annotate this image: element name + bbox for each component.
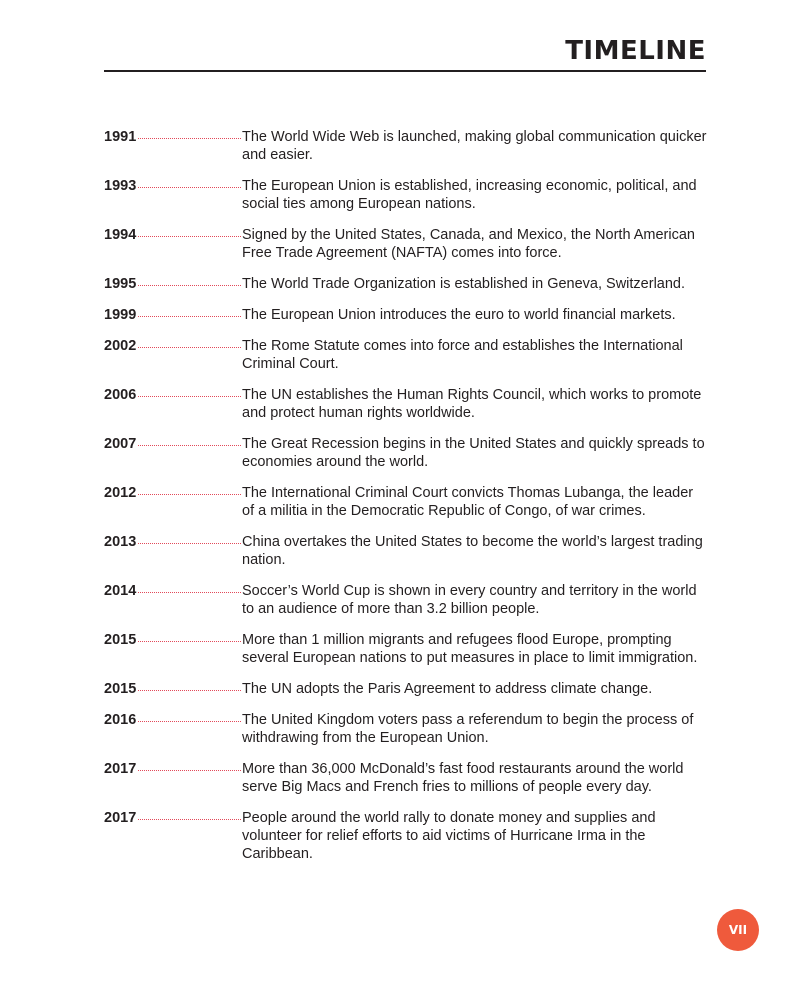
page-number-badge: VII [717, 909, 759, 951]
timeline-event-text: The UN establishes the Human Rights Council, which works to promote and protect human rights worldwide. [242, 387, 702, 421]
timeline-event-text: China overtakes the United States to become the world’s largest trading nation. [242, 534, 703, 568]
timeline-entry [104, 337, 708, 373]
timeline-entry [104, 128, 708, 164]
dotted-leader [138, 680, 241, 691]
timeline-year: 1991 [104, 129, 137, 145]
timeline-entry [104, 226, 708, 262]
timeline-entry [104, 484, 708, 520]
timeline-event-text: The European Union introduces the euro to world financial markets. [242, 307, 676, 323]
timeline-entry [104, 177, 708, 213]
timeline-list [104, 128, 708, 876]
timeline-event-text: More than 1 million migrants and refugees flood Europe, prompting several European nations to put measures in place to limit immigration. [242, 632, 698, 666]
timeline-event-text: The Rome Statute comes into force and establishes the International Criminal Court. [242, 338, 683, 372]
dotted-leader [138, 386, 241, 397]
timeline-year: 2002 [104, 338, 137, 354]
timeline-entry [104, 809, 708, 863]
dotted-leader [138, 631, 241, 642]
timeline-year: 1994 [104, 227, 137, 243]
dotted-leader [138, 177, 241, 188]
dotted-leader [138, 484, 241, 495]
timeline-entry [104, 711, 708, 747]
timeline-year: 2012 [104, 485, 137, 501]
timeline-event-text: The World Trade Organization is established in Geneva, Switzerland. [242, 276, 686, 292]
timeline-year: 1999 [104, 307, 137, 323]
timeline-entry [104, 533, 708, 569]
dotted-leader [138, 711, 241, 722]
timeline-year: 1993 [104, 178, 137, 194]
page-header [104, 36, 706, 72]
timeline-entry [104, 760, 708, 796]
dotted-leader [138, 760, 241, 771]
timeline-year: 2006 [104, 387, 137, 403]
timeline-year: 2013 [104, 534, 137, 550]
timeline-entry [104, 631, 708, 667]
dotted-leader [138, 809, 241, 820]
timeline-entry [104, 386, 708, 422]
dotted-leader [138, 306, 241, 317]
timeline-event-text: The World Wide Web is launched, making global communication quicker and easier. [242, 129, 707, 163]
timeline-year: 2007 [104, 436, 137, 452]
timeline-year: 1995 [104, 276, 137, 292]
timeline-year: 2015 [104, 632, 137, 648]
timeline-year: 2017 [104, 761, 137, 777]
page-title: TIMELINE [565, 36, 706, 66]
timeline-event-text: The European Union is established, increasing economic, political, and social ties among European nations. [242, 178, 697, 212]
timeline-event-text: Signed by the United States, Canada, and Mexico, the North American Free Trade Agreement (NAFTA) comes into force. [242, 227, 695, 261]
timeline-event-text: People around the world rally to donate money and supplies and volunteer for relief efforts to aid victims of Hurricane Irma in the Caribbean. [242, 810, 656, 862]
timeline-year: 2014 [104, 583, 137, 599]
timeline-year: 2016 [104, 712, 137, 728]
dotted-leader [138, 226, 241, 237]
timeline-entry [104, 275, 708, 293]
timeline-entry [104, 582, 708, 618]
timeline-event-text: Soccer’s World Cup is shown in every country and territory in the world to an audience of more than 3.2 billion people. [242, 583, 697, 617]
dotted-leader [138, 533, 241, 544]
timeline-event-text: The Great Recession begins in the United States and quickly spreads to economies around the world. [242, 436, 705, 470]
timeline-entry [104, 435, 708, 471]
dotted-leader [138, 435, 241, 446]
timeline-year: 2015 [104, 681, 137, 697]
timeline-event-text: The United Kingdom voters pass a referendum to begin the process of withdrawing from the European Union. [242, 712, 694, 746]
dotted-leader [138, 337, 241, 348]
timeline-year: 2017 [104, 810, 137, 826]
dotted-leader [138, 582, 241, 593]
timeline-event-text: More than 36,000 McDonald’s fast food restaurants around the world serve Big Macs and French fries to millions of people every day. [242, 761, 684, 795]
dotted-leader [138, 275, 241, 286]
dotted-leader [138, 128, 241, 139]
timeline-event-text: The UN adopts the Paris Agreement to address climate change. [242, 681, 653, 697]
timeline-entry [104, 680, 708, 698]
timeline-entry [104, 306, 708, 324]
timeline-event-text: The International Criminal Court convicts Thomas Lubanga, the leader of a militia in the Democratic Republic of Congo, of war crimes. [242, 485, 694, 519]
